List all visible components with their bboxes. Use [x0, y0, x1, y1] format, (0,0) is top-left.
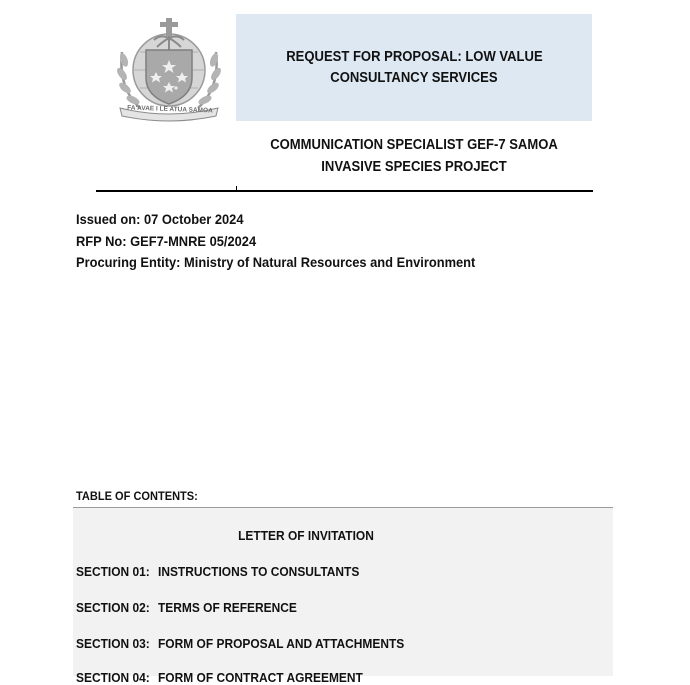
toc-box: [73, 507, 613, 685]
toc-section-title: INSTRUCTIONS TO CONSULTANTS: [158, 564, 360, 579]
rfp-metadata: [76, 209, 510, 274]
rfp-title-line-2: CONSULTANCY SERVICES: [330, 69, 498, 86]
emblem-motto: FA'AVAE I LE ATUA SAMOA: [127, 104, 213, 115]
toc-section-title: TERMS OF REFERENCE: [158, 600, 297, 615]
rfp-title-box: [236, 14, 592, 121]
toc-section-number: SECTION 03:: [76, 636, 150, 651]
toc-row: [76, 636, 426, 651]
toc-section-number: SECTION 01:: [76, 564, 150, 579]
toc-letter-of-invitation: LETTER OF INVITATION: [238, 528, 374, 543]
project-subtitle: [236, 134, 592, 178]
toc-section-number: SECTION 04:: [76, 670, 150, 685]
toc-row: [76, 670, 381, 685]
coat-of-arms-emblem: [110, 16, 228, 122]
project-subtitle-line-2: INVASIVE SPECIES PROJECT: [321, 159, 507, 175]
toc-section-title: FORM OF CONTRACT AGREEMENT: [158, 670, 363, 685]
rfp-title-line-1: REQUEST FOR PROPOSAL: LOW VALUE: [285, 48, 543, 65]
rfp-number: RFP No: GEF7-MNRE 05/2024: [76, 232, 257, 249]
procuring-entity: Procuring Entity: Ministry of Natural Resources and Environment: [76, 254, 476, 270]
issued-date: Issued on: 07 October 2024: [76, 211, 244, 227]
toc-section-title: FORM OF PROPOSAL AND ATTACHMENTS: [158, 636, 405, 651]
project-subtitle-line-1: COMMUNICATION SPECIALIST GEF-7 SAMOA: [270, 137, 558, 153]
toc-heading: TABLE OF CONTENTS:: [76, 489, 198, 503]
header-divider: [96, 190, 593, 192]
toc-section-number: SECTION 02:: [76, 600, 150, 615]
toc-row: [76, 600, 309, 615]
toc-row: [76, 564, 377, 579]
